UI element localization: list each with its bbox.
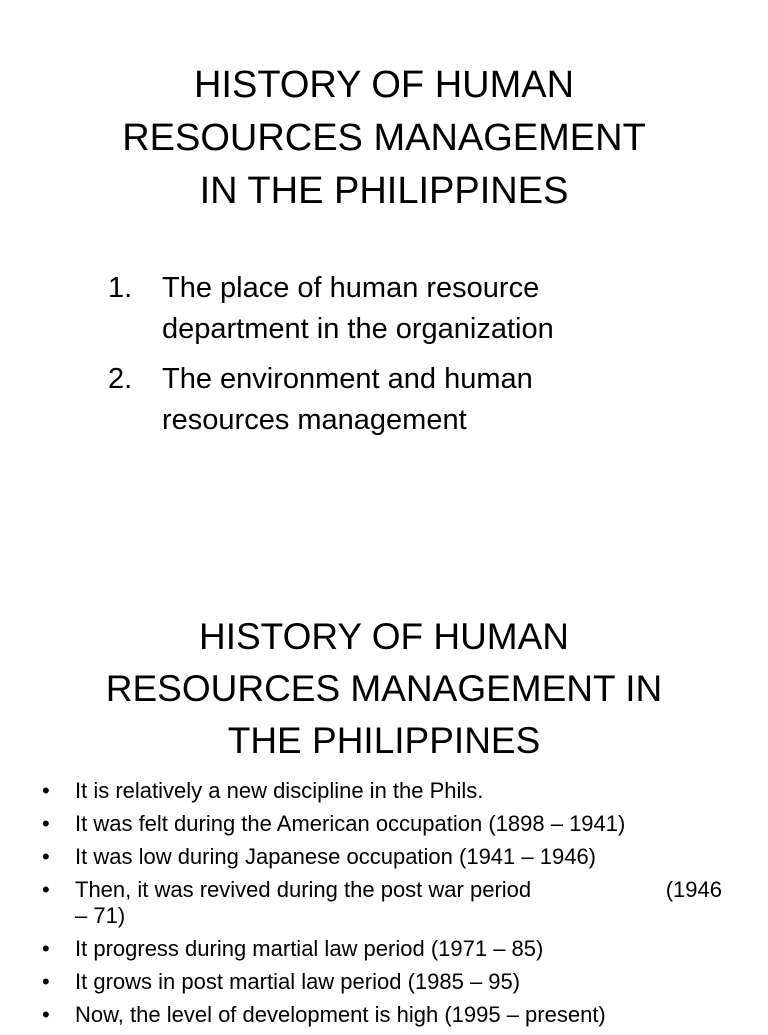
bullet-item	[40, 969, 740, 995]
slide-1-title-line: HISTORY OF HUMAN	[193, 64, 575, 106]
bullet-icon: •	[42, 936, 50, 961]
slide-2	[0, 560, 768, 1027]
slide-1-numbered-list	[108, 268, 668, 450]
bullet-item	[40, 844, 740, 870]
bullet-icon: •	[42, 844, 50, 869]
bullet-item	[40, 877, 740, 929]
bullet-text: It progress during martial law period (1971 – 85)	[75, 936, 544, 961]
slide-2-title-line: HISTORY OF HUMAN	[198, 616, 570, 657]
slide-1-title-line: IN THE PHILIPPINES	[199, 170, 569, 212]
slide-2-title	[0, 611, 768, 767]
bullet-icon: •	[42, 969, 50, 994]
bullet-text	[75, 877, 722, 929]
bullet-item	[40, 936, 740, 962]
bullet-text: It was low during Japanese occupation (1941 – 1946)	[75, 844, 597, 869]
list-item	[108, 359, 668, 441]
bullet-text-part: – 71)	[75, 903, 126, 928]
bullet-text: Now, the level of development is high (1995 – present)	[75, 1002, 606, 1027]
slide-1-title	[0, 59, 768, 218]
bullet-icon: •	[42, 778, 50, 803]
slide-2-title-line: THE PHILIPPINES	[227, 720, 541, 761]
bullet-text: It grows in post martial law period (1985 – 95)	[75, 969, 521, 994]
bullet-text: It is relatively a new discipline in the Phils.	[75, 778, 484, 803]
bullet-text: It was felt during the American occupation (1898 – 1941)	[75, 811, 626, 836]
list-item-text	[162, 268, 668, 350]
list-item-number: 1.	[108, 272, 133, 304]
slide-2-title-line: RESOURCES MANAGEMENT IN	[105, 668, 663, 709]
slide-1-title-line: RESOURCES MANAGEMENT	[122, 117, 646, 159]
list-item-line: resources management	[162, 404, 467, 436]
list-item-number: 2.	[108, 363, 133, 395]
slide-2-bullet-list	[40, 778, 740, 1035]
bullet-item	[40, 778, 740, 804]
list-item	[108, 268, 668, 350]
bullet-icon: •	[42, 811, 50, 836]
bullet-text-part: Then, it was revived during the post war period	[75, 877, 532, 902]
bullet-text-part: (1946	[665, 877, 722, 902]
bullet-item	[40, 1002, 740, 1028]
list-item-line: The place of human resource	[162, 272, 540, 304]
list-item-text	[162, 359, 668, 441]
bullet-icon: •	[42, 877, 50, 902]
list-item-line: The environment and human	[162, 363, 533, 395]
list-item-line: department in the organization	[162, 313, 554, 345]
bullet-icon: •	[42, 1002, 50, 1027]
bullet-item	[40, 811, 740, 837]
